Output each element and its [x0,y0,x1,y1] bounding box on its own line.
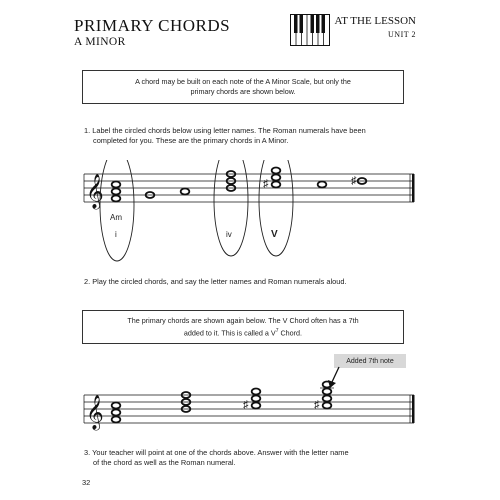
step-1-instruction [84,126,424,146]
page-title: PRIMARY CHORDS [74,16,231,35]
piano-keys-icon [290,14,330,46]
box-2-line-2-end: Chord. [278,328,303,338]
chord-am [112,182,121,202]
chord-e [263,168,280,191]
chord-label-am: Am [110,213,122,222]
box-2-line-2 [127,326,358,338]
sharp-icon: ♯ [314,399,320,411]
circle-chord-dm [214,160,248,256]
box-2-superscript: 7 [275,327,279,334]
step-2-instruction: 2. Play the circled chords, and say the letter names and Roman numerals aloud. [84,277,347,286]
box-2-line-1: The primary chords are shown again below. The V Chord often has a 7th [127,315,359,325]
intro-box [82,70,404,104]
staff-2 [0,380,500,440]
staff-2-lines [84,395,414,423]
page-subtitle: A MINOR [74,36,126,48]
treble-clef-icon: 𝄞 [86,175,104,208]
step-3-line-1: 3. Your teacher will point at one of the chords above. Answer with the letter name [84,448,349,457]
unit-label: UNIT 2 [388,30,416,39]
step-3-line-2: of the chord as well as the Roman numeral. [93,458,236,467]
box-2-line-2-text: added to it. This is called a V [183,328,276,338]
step-1-line-1: 1. Label the circled chords below using letter names. The Roman numerals have been [84,126,366,135]
numeral-v: V [271,229,278,240]
step-1-line-2: completed for you. These are the primary chords in A Minor. [93,136,289,145]
intro-line-2: primary chords are shown below. [190,87,296,96]
circle-chord-am [100,160,134,261]
sharp-icon: ♯ [263,178,269,190]
info-box-2 [82,310,404,344]
sharp-icon: ♯ [351,175,357,187]
numeral-i: i [115,230,117,239]
chord-e7 [314,382,334,412]
staff-1 [0,160,500,270]
chord-e-2 [243,389,260,412]
page-number: 32 [82,478,91,487]
intro-line-1: A chord may be built on each note of the A Minor Scale, but only the [135,77,351,86]
numeral-iv: iv [226,230,232,239]
chord-am-2 [112,403,121,423]
treble-clef-icon: 𝄞 [86,396,104,429]
step-3-instruction [84,448,424,468]
note-c [181,189,190,195]
added-7th-note-label: Added 7th note [334,354,406,368]
note-f [318,182,327,188]
lesson-label: AT THE LESSON [334,15,416,27]
sharp-icon: ♯ [243,399,249,411]
